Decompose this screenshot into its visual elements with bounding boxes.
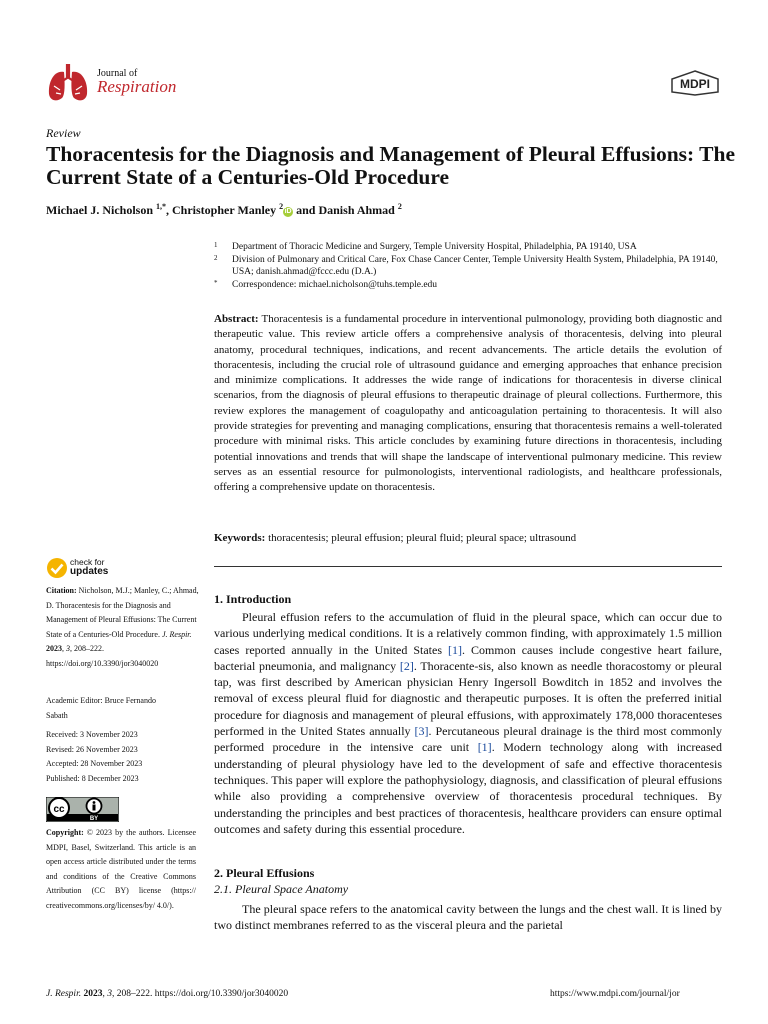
keywords-text: thoracentesis; pleural effusion; pleural fluid; pleural space; ultrasound (268, 532, 577, 544)
academic-editor: Academic Editor: Bruce Fernando Sabath (46, 696, 156, 720)
intro-paragraph (214, 609, 722, 837)
intro-text: . Common causes include congestive heart failure, bacterial pneumonia, and malignancy (214, 642, 723, 673)
keywords (214, 532, 722, 544)
citation-link[interactable]: [1] (477, 740, 492, 755)
mdpi-logo[interactable] (670, 70, 720, 96)
affiliation-number: 2 (214, 253, 218, 262)
correspondence-text: Correspondence: michael.nicholson@tuhs.temple.edu (232, 279, 438, 290)
footer-volume: 3 (107, 989, 112, 999)
intro-text: . Modern technology along with increased understanding of pleural physiology have led to the development of safe and effective thoracentesis techniques. This paper will explore the pathophysiology, diagnosis, and classification of pleural effusions while also providing a comprehensive overview of thoracentesis procedural techniques. By understanding the principles and best practices of thoracentesis, healthcare providers can ensure optimal outcomes and safety during this essential procedure. (214, 740, 722, 836)
updates-label: updates (70, 566, 109, 577)
received-date: Received: 3 November 2023 (46, 730, 138, 739)
anatomy-paragraph: The pleural space refers to the anatomical cavity between the lungs and the chest wall. It is lined by two distinct membranes referred to as the visceral pleura and the parietal (214, 902, 722, 933)
affiliation-text: Department of Thoracic Medicine and Surgery, Temple University Hospital, Philadelphia, PA 19140, USA (232, 242, 637, 252)
keywords-label: Keywords: (214, 532, 266, 544)
footer-journal: J. Respir. (46, 989, 82, 999)
check-for-updates-label[interactable] (70, 558, 108, 576)
intro-text: Pleural effusion refers to the accumulation of fluid in the pleural space, which can occur due to various underlying medical conditions. It is a relatively common finding, with approximately 1.5 million cases reported annually in the United States (214, 610, 722, 657)
footer-doi[interactable]: , 208–222. https://doi.org/10.3390/jor3040020 (111, 989, 289, 999)
author-affil-sup: 1,* (156, 202, 166, 211)
section-heading: 2. Pleural Effusions (214, 866, 315, 880)
check-for-label: check for (70, 557, 105, 567)
intro-text: . Thoracente-sis, also known as needle thoracostomy or pleural tap, was first described by American physician Henry Ingersoll Bowditch in 1852 and involves the removal of excess pleural fluid for diagnostic and therapeutic purposes. It is often the preferred initial procedure for diagnosis and management of pleural effusions, with approximately 178,000 thoracenteses performed in the United States annually (214, 658, 723, 739)
citation-journal: J. Respir. (161, 629, 192, 639)
orcid-icon[interactable]: iD (284, 208, 292, 215)
history-dates (46, 728, 206, 786)
affiliation-item (214, 279, 724, 292)
section-heading: 1. Introduction (214, 592, 292, 606)
subsection-heading: 2.1. Pleural Space Anatomy (214, 882, 349, 896)
citation-link[interactable]: [3] (414, 724, 429, 739)
affiliation-number: 1 (214, 241, 218, 249)
abstract-label: Abstract: (214, 313, 259, 325)
cc-by-license-badge[interactable] (46, 797, 119, 822)
author-separator: and (293, 203, 319, 217)
footer-journal-url[interactable]: https://www.mdpi.com/journal/jor (550, 989, 680, 999)
journal-lungs-logo (46, 60, 90, 104)
citation-volume: 3 (66, 644, 70, 654)
citation-text: Nicholson, M.J.; Manley, C.; Ahmad, D. Thoracentesis for the Diagnosis and Management of Pleural Effusions: The Current State of a Centuries-Old Procedure. (46, 586, 199, 639)
divider (214, 566, 722, 567)
affiliation-item (214, 254, 724, 279)
author-affil-sup: 2 (279, 202, 284, 211)
revised-date: Revised: 26 November 2023 (46, 744, 138, 754)
journal-name: Respiration (97, 77, 177, 96)
abstract-text: Thoracentesis is a fundamental procedure in interventional pulmonology, providing both diagnostic and therapeutic value. This review article offers a comprehensive analysis of thoracentesis, delving into pleural anatomy, procedural techniques, indications, and recent advancements. The article details the evolution of thoracentesis, including the crucial role of ultrasound guidance and emerging approaches that enhance precision and minimize complications. It addresses the wide range of indications for thoracentesis in diverse clinical scenarios, from the diagnosis of pleural effusions to therapeutic drainage of pleural collections. Furthermore, this review explores the management of coagulopathy and anticoagulation pertaining to thoracentesis. It will also provide strategies for preventing and managing complications, ensuring that thoracentesis remains a well-tolerated procedure with minimal risks. This article concludes by examining future directions in thoracentesis, including potential innovations and trends that will shape the landscape of interventional pulmonary medicine. This review serves as an essential resource for pulmonologists, interventional radiologists, and healthcare professionals, offering a comprehensive update on thoracentesis. (214, 313, 722, 494)
intro-text: . Percutaneous pleural drainage is the third most commonly performed procedure in the intensive care unit (214, 724, 722, 755)
check-for-updates-icon[interactable] (46, 557, 68, 579)
affiliation-item (214, 241, 724, 254)
article-type: Review (46, 126, 81, 140)
cc-by-label: BY (89, 816, 99, 822)
citation-link[interactable]: [1] (448, 642, 463, 657)
affiliations (214, 241, 724, 291)
accepted-date: Accepted: 28 November 2023 (46, 759, 143, 769)
journal-of-label: Journal of (97, 68, 138, 79)
author-affil-sup: 2 (397, 202, 402, 211)
citation: Citation: Nicholson, M.J.; Manley, C.; Ahmad, D. Thoracentesis for the Diagnosis and Management of Pleural Effusions: The Current State of a Centuries-Old Procedure. J. Respir. 2023, 3, 208–222. https://doi.org/10.3390/jor3040020 (46, 586, 199, 668)
abstract (214, 312, 722, 496)
footer-citation: J. Respir. 2023, 3, 208–222. https://doi.org/10.3390/jor3040020 (46, 989, 289, 999)
cc-icon: cc (53, 804, 65, 815)
citation-doi[interactable]: , 208–222. https://doi.org/10.3390/jor3040020 (46, 644, 159, 668)
author-name[interactable]: Danish Ahmad (318, 203, 395, 217)
copyright-text: © 2023 by the authors. Licensee MDPI, Basel, Switzerland. This article is an open access article distributed under the terms and conditions of the Creative Commons Attribution (CC BY) license (https:// creativecommons.org/licenses/by/ 4.0/). (46, 828, 197, 910)
footer-year: 2023 (83, 989, 103, 999)
affiliation-number: * (214, 278, 218, 287)
author-list (46, 202, 402, 218)
mdpi-logo-text: MDPI (680, 77, 710, 91)
article-title: Thoracentesis for the Diagnosis and Management of Pleural Effusions: The Current State of a Centuries-Old Procedure (46, 142, 736, 189)
author-name[interactable]: Michael J. Nicholson (46, 203, 153, 217)
author-separator: , (166, 203, 172, 217)
citation-link[interactable]: [2] (399, 658, 414, 673)
published-date: Published: 8 December 2023 (46, 773, 139, 783)
author-name[interactable]: Christopher Manley (172, 203, 277, 217)
citation-label: Citation: (46, 586, 77, 595)
copyright-label: Copyright: (46, 828, 84, 837)
affiliation-text: Division of Pulmonary and Critical Care, Fox Chase Cancer Center, Temple University Health System, Philadelphia, PA 19140, USA; danish.ahmad@fccc.edu (D.A.) (232, 254, 718, 277)
citation-year: 2023 (46, 644, 62, 654)
copyright-notice (46, 826, 196, 914)
